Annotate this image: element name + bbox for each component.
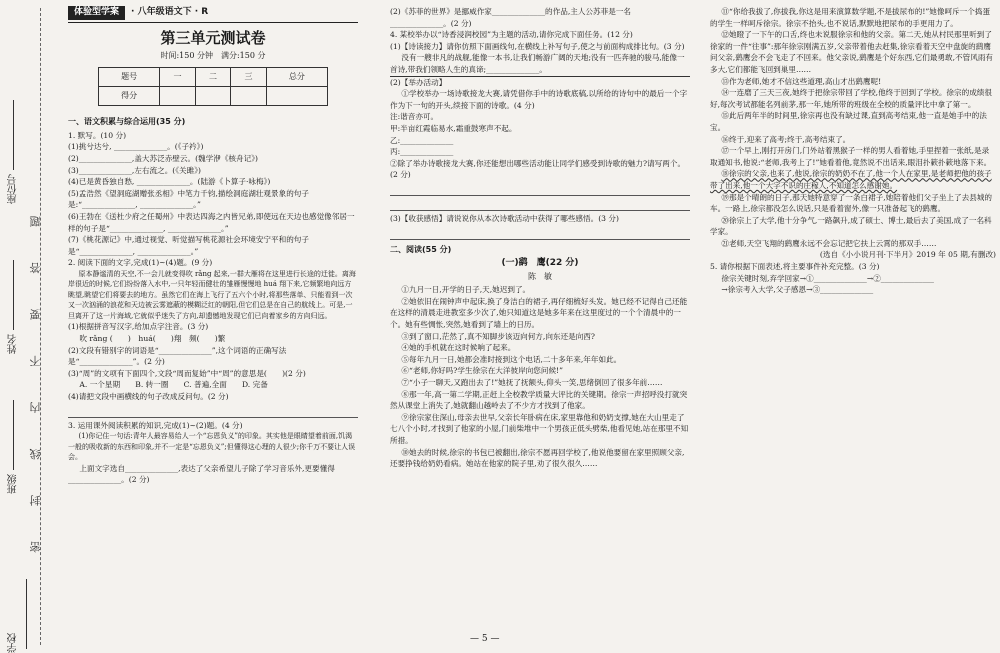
question-4-line[interactable]: 乙:______________ [390,135,454,145]
question-1-4[interactable]: (4)已是黄昏独自愁, ______________。(陆游《卜算子·咏梅》) [68,177,271,187]
seal-warning: 密 封 线 内 不 要 答 题 [29,200,42,553]
score-cell: 一 [160,68,195,87]
score-header-row [99,68,328,87]
question-3-1-answer[interactable]: 上面文字选自______________,表达了父亲希望儿子除了学习音乐外,更要懂得______________。(2 分) [68,463,335,485]
article-author: 陈 敏 [528,271,552,281]
question-3-2[interactable]: (2)《苏菲的世界》是挪威作家______________的作品,主人公苏菲是一名______________。(2 分) [390,7,631,28]
question-3: 3. 运用课外阅读积累的知识,完成(1)~(2)题。(4 分) [68,420,243,430]
article-paragraph: ⑲那是个晴朗的日子,那天她特意穿了一条白裙子,她陪着他们父子坐上了去县城的车。一路上,徐宗都没怎么说话,只是看着窗外,像一只准备起飞的鹞鹰。 [710,192,992,214]
question-4-3: (3)【收获感悟】请说说你从本次诗歌活动中获得了哪些感悟。(3 分) [390,213,619,223]
score-cell: 三 [231,68,266,87]
article-paragraph: ⑦“小子一聊天,又跑出去了!”她抚了抚额头,仰头一笑,思绪倒回了很多年前…… [401,378,663,388]
score-input[interactable] [160,87,195,106]
question-2-2[interactable]: (2)文段有错别字的词语是“______________”,这个词语的正确写法是“______________”。(2 分) [68,345,287,367]
answer-line[interactable] [390,183,690,196]
column-1 [68,6,358,646]
article-paragraph: ①九月一日,开学的日子,天,她迟到了。 [401,285,531,295]
grade-label: · 八年级语文下 · R [131,7,209,17]
question-4-2-text: ①学校举办一场诗歌接龙大赛,请凭借你手中的诗歌底稿,以所给的诗句中的最后一个字作为下一句的开头,续接下面的诗歌。(4 分) [390,89,688,110]
article-paragraph: ⑨徐宗家住深山,母亲去世早,父亲长年卧病在床,家里靠他和奶奶支撑,她在大山里走了七八个小时,才找到了他家的小屋,门前柴堆中一个男孩正低头劈柴,他看见她,站在那里不知所措。 [390,412,689,445]
article-paragraph: ⑰一个早上,刚打开房门,门外站着黑猴子一样的男人看着她,手里捏着一张纸,是录取通知书,他说:“老师,我考上了!”她看着他,竟然说不出话来,眼泪扑簌扑簌地落下来。 [710,146,992,167]
school-field[interactable] [6,560,32,653]
column-2 [390,6,690,646]
article-paragraph: ②她依旧在闹钟声中起床,换了身洁白的裙子,再仔细梳好头发。她已经不记得自己还能在这样的清晨走进教室多少次了,她只知道这是她多年来在这里度过的一个个清晨中的一个。她有些惆怅,突然,她看到了墙上的日历。 [390,296,688,330]
column-3 [710,6,996,646]
score-input[interactable] [266,87,327,106]
question-4-line[interactable]: 丙:______________ [390,147,454,157]
article-paragraph: ③到了窗口,茫然了,真不知脚步该迈向何方,向东还是向西? [401,331,595,341]
name-label: 姓名 [8,334,19,354]
score-table [98,67,328,106]
score-cell: 题号 [99,68,160,87]
question-5-flow[interactable]: 徐宗关键时刻,弃学回家→①______________→②______________ [721,273,934,283]
question-1-5[interactable]: (5)孟浩然《望洞庭湖赠张丞相》中笔力千钧,描绘洞庭湖壮观景象的句子是:“______________, ______________。” [68,188,309,210]
section-2-heading: 二、阅读(55 分) [390,244,452,254]
score-cell: 得分 [99,87,160,106]
question-2-4: (4)请把文段中画横线的句子改成反问句。(2 分) [68,391,229,401]
score-cell: 总分 [266,68,327,87]
question-2-3-options[interactable]: A. 一个星期 B. 转一圈 C. 普遍,全面 D. 完备 [79,380,268,390]
question-5-flow[interactable]: →徐宗考入大学,父子感恩→③______________ [721,285,874,295]
answer-line[interactable] [390,198,690,211]
question-1-1[interactable]: (1)挑兮达兮, ______________。(《子衿》) [68,142,204,152]
test-meta: 时间:150 分钟 满分:150 分 [160,50,266,60]
question-1: 1. 默写。(10 分) [68,130,127,140]
question-2: 2. 阅读下面的文字,完成(1)~(4)题。(9 分) [68,258,213,268]
question-2-1-items[interactable]: 吹 rǎng ( ) huá( )翔 频( )繁 [79,334,226,343]
class-field[interactable] [6,400,21,494]
score-value-row [99,87,328,106]
question-4-2-heading: (2)【举办活动】 [390,77,447,87]
article-paragraph: ⑬作为老师,她才不信这些道理,高山才出鹞鹰呢! [721,76,882,86]
article-paragraph: ㉑老师,天空飞翔的鹞鹰永远不会忘记把它扶上云霄的那双手…… [721,238,937,248]
section-1-heading: 一、语文积累与综合运用(35 分) [68,117,186,127]
question-1-6[interactable]: (6)王勃在《送杜少府之任蜀州》中表达四海之内皆兄弟,即使远在天边也感觉像邻居一样的句子是“______________, ______________。” [68,211,355,233]
seat-label: 座位号 [8,174,19,204]
question-1-3[interactable]: (3)______________,左右流之。(《关雎》) [68,165,201,175]
question-4-1: (1)【诗读接力】请你仿照下面画线句,在横线上补写句子,使之与前面构成排比句。(3 分) [390,41,685,51]
question-4-2b: ②除了举办诗歌接龙大赛,你还能想出哪些活动能让同学们感受到诗歌的魅力?请写两个。(2 分) [390,158,686,180]
article-paragraph: ⑥“老师,你好吗?学生徐宗在大洋彼岸向您问候!” [401,366,563,376]
article-paragraph: ⑩她去的时候,徐宗的书包已被翻出,徐宗不愿再回学校了,他说他要留在家里照顾父亲,还要挣钱给奶奶看病。她站在他家的院子里,劝了很久很久…… [390,447,685,469]
article-paragraph: ⑧那一年,高一第二学期,正赶上全校教学质量大评比的关键期。徐宗一声招呼没打就突然从课堂上消失了,她就翻山越岭去了不少方才找到了他家。 [390,389,688,411]
school-label: 学校 [8,633,19,653]
name-field[interactable] [6,260,21,354]
score-input[interactable] [195,87,230,106]
question-4-1-text[interactable]: 没有一艘非凡的战舰,能像一本书,让我们畅游广阔的天地;没有一匹奔驰的骏马,能像一首诗,带我们领略人生的真谛;______________。 [390,52,690,76]
binding-strip [0,0,52,653]
article-paragraph: ⑯终于,迎来了高考;终于,高考结束了。 [721,134,851,144]
test-title: 第三单元测试卷 [160,28,266,47]
article-paragraph: ⑤每年九月一日,她都会准时接到这个电话,二十多年来,年年如此。 [401,354,622,364]
seat-field[interactable] [6,100,21,204]
question-4-line: 注:谐音亦可。 [390,112,439,122]
score-input[interactable] [231,87,266,106]
article-paragraph: ⑱徐宗的父亲,也来了,他说,徐宗的奶奶不在了,他一个人在家里,是老师把他的孩子带了出来,他一个大字不识的庄稼人,不知道怎么感谢她。 [710,169,992,190]
question-1-7[interactable]: (7)《桃花源记》中,通过视觉、听觉描写桃花源社会环境安宁平和的句子是“______________, ______________。” [68,235,309,256]
article-paragraph: ④她的手机就在这时候响了起来。 [401,343,516,353]
page-header [68,6,358,23]
article-paragraph: ⑪“你给我拔了,你拔我,你这是用来演算数学题,不是拔尿布的!”她像呵斥一个捣蛋的学生一样呵斥徐宗。徐宗不抬头,也不说话,默默地把尿布的手更用力了。 [710,7,991,28]
class-label: 班级 [8,474,19,494]
question-5: 5. 请你根据下面表述,将主要事件补充完整。(3 分) [710,262,880,272]
article-paragraph: ⑳徐宗上了大学,他十分争气,一路飙升,成了硕士、博士,最后去了美国,成了一名科学家。 [710,215,992,237]
answer-line[interactable] [68,405,358,418]
question-2-passage: 原本静谧清的天空,不一会儿就变得吹 rǎng 起来,一群大雁将在这里进行长途的迁徙。离海岸很近的时候,它们纷纷落入水中,一只年轻而健壮的雏雁慢慢地 huá 翔下来,它频繁地向远方眺望,眺望它们将要去的地方。虽然它们在海上飞行了五六个小时,将那些落单、只能看到一次又一次汹涌的浪花和天边被云雾遮蔽的模糊泛红的朝阳,但它们总是在自己的航线上。可是,一旦离开了这一片海域,它就似乎迷失了方向,却遗憾地发现它们已向着家乡的方向归远。 [68,269,356,320]
question-4-line: 甲:半亩红霞临易水,霜重鼓寒声不起。 [390,123,517,133]
question-4: 4. 某校举办以“诗香浸润校园”为主题的活动,请你完成下面任务。(12 分) [390,30,633,40]
page-number: — 5 — [470,634,500,644]
question-2-1: (1)根据拼音写汉字,给加点字注音。(3 分) [68,322,209,332]
article-paragraph: ⑭一连磨了三天三夜,她终于把徐宗带回了学校,他终于回到了学校。徐宗的成绩很好,每次考试都能名列前茅,那一年,她所带的班级在全校的质量评比中拿了第一。 [710,88,992,109]
article-paragraph: ⑫她瞪了一下午的口舌,终也未说服徐宗和他的父亲。第二天,她从村民那里听到了徐家的一件“往事”:那年徐宗刚满五岁,父亲带着他去赶集,徐宗看着天空中盘旋的鹞鹰问父亲,鹞鹰会不会飞走了不回来。他父亲说,鹞鹰是个好东西,它们最勇敢,不管风雨有多大,它们都能飞回到巢里…… [710,30,994,74]
article-title: (一)鹞 鹰(22 分) [501,258,579,269]
question-3-passage: (1)你记住一句话:青年人最容易给人一个“忘恩负义”的印象。其实他是眼睛望着前面,饥渴一般的吸收新的东西和印象,并不一定是“忘恩负义”;但懂得这心理的人很少;你千万不要让人误会。 [68,432,356,462]
question-1-2[interactable]: (2)______________,盖大苏泛赤壁云。(魏学洢《核舟记》) [68,153,258,163]
score-cell: 二 [195,68,230,87]
series-badge: 体验型学案 [68,6,125,20]
question-2-3: (3)“周”的文项有下面四个,文段“周而复始”中“周”的意思是( )(2 分) [68,368,306,378]
answer-line[interactable] [390,227,690,240]
article-paragraph: ⑮此后两年半的时间里,徐宗再也没有缺过课,直到高考结束,他一直是她手中的法宝。 [710,111,987,132]
article-source: (选自《小小说月刊·下半月》2019 年 05 期,有删改) [819,250,996,260]
